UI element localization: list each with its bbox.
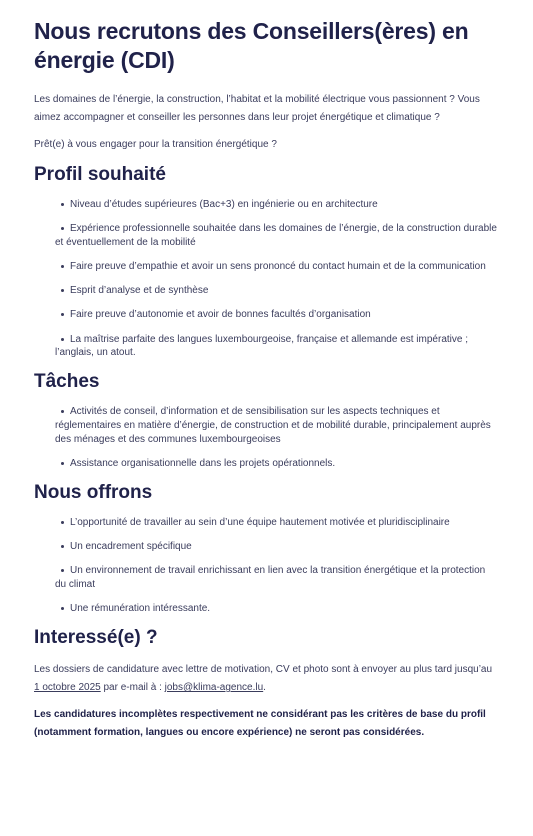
taches-list bbox=[34, 405, 499, 470]
list-item: Assistance organisationnelle dans les projets opérationnels. bbox=[55, 457, 499, 471]
list-item: Un encadrement spécifique bbox=[55, 540, 499, 554]
list-item: Un environnement de travail enrichissant en lien avec la transition énergétique et la protection du climat bbox=[55, 564, 499, 591]
section-heading-interesse: Interessé(e) ? bbox=[34, 627, 158, 649]
instructions-end: . bbox=[263, 682, 266, 694]
section-taches bbox=[34, 370, 499, 470]
list-item: La maîtrise parfaite des langues luxembourgeoise, française et allemande est impérative ; l’anglais, un atout. bbox=[55, 333, 499, 360]
page-title: Nous recrutons des Conseillers(ères) en énergie (CDI) bbox=[34, 18, 469, 73]
email-link[interactable]: jobs@klima-agence.lu bbox=[164, 682, 264, 694]
section-heading-taches: Tâches bbox=[34, 371, 100, 393]
deadline-date: 1 octobre 2025 bbox=[34, 682, 101, 694]
section-heading-offrons: Nous offrons bbox=[34, 481, 153, 503]
intro-question: Prêt(e) à vous engager pour la transition énergétique ? bbox=[34, 139, 277, 150]
list-item: Faire preuve d’autonomie et avoir de bonnes facultés d’organisation bbox=[55, 308, 499, 322]
list-item: Une rémunération intéressante. bbox=[55, 602, 499, 616]
list-item: Faire preuve d’empathie et avoir un sens prononcé du contact humain et de la communication bbox=[55, 260, 499, 274]
section-heading-profil: Profil souhaité bbox=[34, 164, 166, 185]
list-item: Activités de conseil, d’information et de sensibilisation sur les aspects techniques et réglementaires en matière d’énergie, de construction et de mobilité durable, principalement auprès des ménages et des communes luxembourgeoises bbox=[55, 405, 499, 446]
offrons-list bbox=[34, 516, 499, 616]
profil-list bbox=[34, 198, 499, 360]
section-interesse bbox=[34, 626, 499, 742]
section-profil bbox=[34, 163, 499, 360]
list-item: L’opportunité de travailler au sein d’une équipe hautement motivée et pluridisciplinaire bbox=[55, 516, 499, 530]
instructions-text: Les dossiers de candidature avec lettre de motivation, CV et photo sont à envoyer au plus tard jusqu’au bbox=[34, 664, 493, 676]
incomplete-warning: Les candidatures incomplètes respectivement ne considérant pas les critères de base du profil (notamment formation, langues ou encore expérience) ne seront pas considérées. bbox=[34, 709, 486, 739]
instructions-text-middle: par e-mail à : bbox=[100, 682, 165, 694]
list-item: Niveau d’études supérieures (Bac+3) en ingénierie ou en architecture bbox=[55, 198, 499, 212]
application-instructions bbox=[34, 661, 499, 697]
list-item: Expérience professionnelle souhaitée dans les domaines de l’énergie, de la construction durable et éventuellement de la mobilité bbox=[55, 222, 499, 249]
list-item: Esprit d’analyse et de synthèse bbox=[55, 284, 499, 298]
intro-paragraph: Les domaines de l’énergie, la construction, l’habitat et la mobilité électrique vous passionnent ? Vous aimez accompagner et conseiller les personnes dans leur projet énergétique et climatique ? bbox=[34, 94, 480, 123]
section-offrons bbox=[34, 481, 499, 616]
